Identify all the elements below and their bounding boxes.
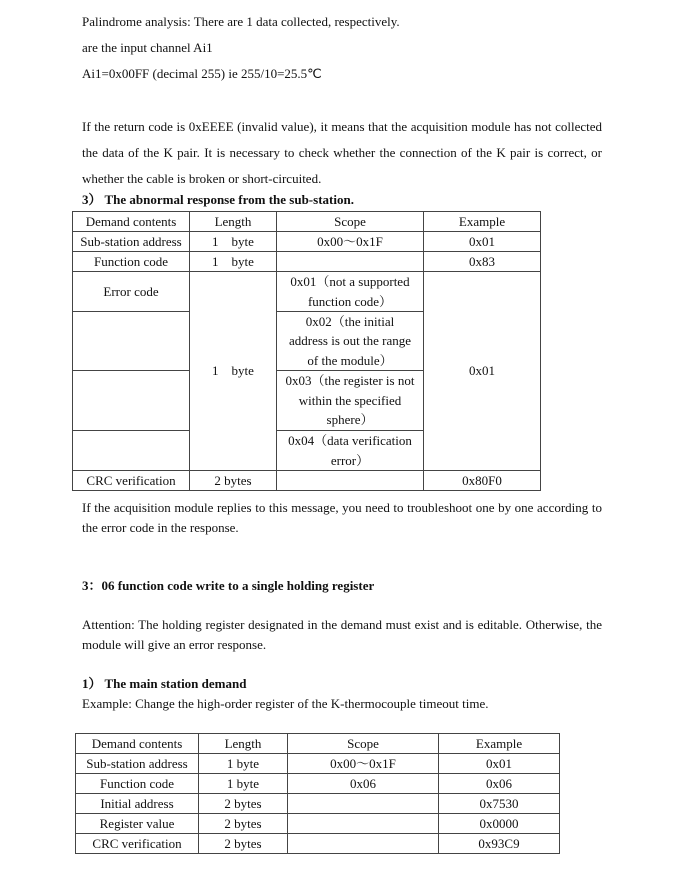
table-cell: 0x03（the register is not within the specified sphere）	[276, 370, 424, 431]
table-cell	[276, 470, 424, 491]
table-cell	[287, 833, 439, 854]
troubleshoot-note: If the acquisition module replies to this message, you need to troubleshoot one by one according to the error code in the response.	[82, 500, 602, 535]
table-header: Length	[198, 733, 288, 754]
intro-line: are the input channel Ai1	[82, 40, 213, 55]
section-heading: 3：06 function code write to a single holding register	[82, 578, 375, 593]
invalid-note: If the return code is 0xEEEE (invalid value), it means that the acquisition module has not collected the data of the K pair. It is necessary to check whether the connection of the K pair is correct, or whether the cable is broken or short-circuited.	[82, 119, 602, 186]
table-cell	[276, 251, 424, 272]
table-cell	[72, 430, 190, 471]
table-cell: Error code	[72, 271, 190, 312]
table-cell	[72, 311, 190, 371]
table-cell: 0x00～0x1F	[276, 231, 424, 252]
table-header: Example	[423, 211, 541, 232]
table-cell: 0x0000	[438, 813, 560, 834]
table-cell: 2 bytes	[198, 793, 288, 814]
table-cell: Initial address	[75, 793, 199, 814]
table-header: Scope	[287, 733, 439, 754]
table-cell: 0x01（not a supported function code）	[276, 271, 424, 312]
table-cell	[287, 813, 439, 834]
table-cell	[72, 370, 190, 431]
table-cell: 0x01	[423, 271, 541, 471]
table-cell: 0x80F0	[423, 470, 541, 491]
intro-line: Ai1=0x00FF (decimal 255) ie 255/10=25.5℃	[82, 66, 322, 81]
table-cell: 2 bytes	[198, 833, 288, 854]
table-cell: 2 bytes	[189, 470, 277, 491]
table-cell: Sub-station address	[75, 753, 199, 774]
table-cell: 0x83	[423, 251, 541, 272]
table-header: Example	[438, 733, 560, 754]
attention-note: Attention: The holding register designated in the demand must exist and is editable. Otherwise, the module will give an error response.	[82, 617, 602, 652]
table-cell: 0x01	[423, 231, 541, 252]
abnormal-heading: 3） The abnormal response from the sub-station.	[82, 192, 354, 207]
table-header: Demand contents	[75, 733, 199, 754]
table-header: Scope	[276, 211, 424, 232]
table-cell: 0x93C9	[438, 833, 560, 854]
table-cell: Function code	[75, 773, 199, 794]
table-cell: Function code	[72, 251, 190, 272]
table-cell: 0x02（the initial address is out the range of the module）	[276, 311, 424, 371]
table-cell: 0x04（data verification error）	[276, 430, 424, 471]
table-cell: 0x01	[438, 753, 560, 774]
table-cell: 0x00～0x1F	[287, 753, 439, 774]
table-cell: CRC verification	[75, 833, 199, 854]
table-cell: Sub-station address	[72, 231, 190, 252]
table-cell: 0x7530	[438, 793, 560, 814]
example-text: Example: Change the high-order register of the K-thermocouple timeout time.	[82, 696, 489, 711]
table-cell: 0x06	[438, 773, 560, 794]
table-cell	[287, 793, 439, 814]
demand-heading: 1） The main station demand	[82, 676, 247, 691]
table-cell: 1 byte	[189, 251, 277, 272]
table-cell: 1 byte	[198, 773, 288, 794]
table-cell: Register value	[75, 813, 199, 834]
table-cell: 1 byte	[198, 753, 288, 774]
table-header: Length	[189, 211, 277, 232]
intro-line: Palindrome analysis: There are 1 data collected, respectively.	[82, 14, 400, 29]
table-cell: CRC verification	[72, 470, 190, 491]
table-cell: 2 bytes	[198, 813, 288, 834]
table-cell: 1 byte	[189, 231, 277, 252]
table-cell: 1 byte	[189, 271, 277, 471]
table-cell: 0x06	[287, 773, 439, 794]
table-header: Demand contents	[72, 211, 190, 232]
